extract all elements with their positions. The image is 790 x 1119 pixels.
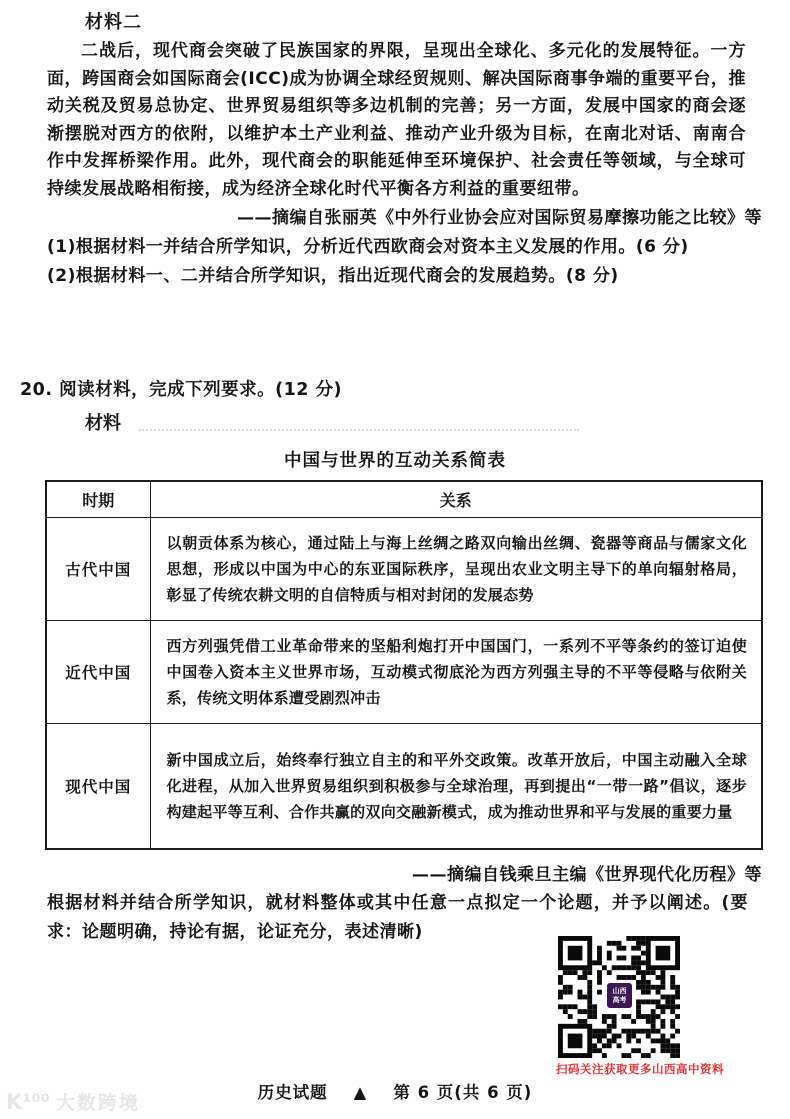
qr-badge-line2: 高考 — [612, 995, 627, 1004]
qr-code — [558, 936, 680, 1058]
footer-subject: 历史试题 — [257, 1083, 328, 1102]
footer-triangle-icon: ▲ — [353, 1083, 368, 1102]
watermark — [6, 1088, 140, 1115]
qr-center-badge — [605, 981, 634, 1010]
scan-artifact-line — [139, 421, 579, 431]
period-cell-modern: 近代中国 — [46, 620, 150, 723]
qr-caption: 扫码关注获取更多山西高中资料 — [556, 1062, 724, 1076]
question20-task-line2: (要求：论题明确，持论有据，论证充分，表述清晰) — [47, 893, 748, 942]
question20-material-row — [85, 409, 790, 435]
table-header-period: 时期 — [46, 481, 150, 517]
period-cell-ancient: 古代中国 — [46, 517, 150, 620]
question20-task-line1: 根据材料并结合所学知识，就材料整体或其中任意一点拟定一个论题，并予以阐述。 — [47, 893, 722, 913]
material2-source: ——摘编自张丽英《中外行业协会应对国际贸易摩擦功能之比较》等 — [237, 208, 762, 228]
watermark-text: 大数跨境 — [55, 1092, 140, 1114]
table-row — [46, 723, 762, 849]
table-header-row — [46, 481, 762, 517]
material2-section — [0, 0, 790, 290]
qr-block — [556, 936, 724, 1077]
table-row — [46, 517, 762, 620]
question20-section — [0, 376, 790, 946]
table-title: 中国与世界的互动关系简表 — [284, 451, 506, 471]
watermark-logo-icon: K¹⁰⁰ — [6, 1090, 50, 1114]
relation-cell-modern: 西方列强凭借工业革命带来的坚船利炮打开中国国门，一系列不平等条约的签订迫使中国卷入资本主义世界市场，互动模式彻底沦为西方列强主导的不平等侵略与依附关系，传统文明体系遭受剧烈冲击 — [150, 620, 762, 723]
question20-stem: 20. 阅读材料，完成下列要求。(12 分) — [20, 380, 343, 400]
material2-paragraph: 二战后，现代商会突破了民族国家的界限，呈现出全球化、多元化的发展特征。一方面，跨国商会如国际商会(ICC)成为协调全球经贸规则、解决国际商事争端的重要平台，推动关税及贸易总协定、世界贸易组织等多边机制的完善；另一方面，发展中国家的商会逐渐摆脱对西方的依附，以维护本土产业利益、推动产业升级为目标，在南北对话、南南合作中发挥桥梁作用。此外，现代商会的职能延伸至环境保护、社会责任等领域，与全球可持续发展战略相衔接，成为经济全球化时代平衡各方利益的重要纽带。 — [47, 41, 746, 199]
material2-label: 材料二 — [85, 12, 142, 33]
question-19-2: (2)根据材料一、二并结合所学知识，指出近现代商会的发展趋势。(8 分) — [47, 266, 619, 286]
qr-badge-line1: 山西 — [612, 986, 627, 995]
footer-page-info: 第 6 页(共 6 页) — [393, 1083, 533, 1102]
period-cell-current: 现代中国 — [46, 723, 150, 849]
relation-cell-current: 新中国成立后，始终奉行独立自主的和平外交政策。改革开放后，中国主动融入全球化进程，从加入世界贸易组织到积极参与全球治理，再到提出“一带一路”倡议，逐步构建起平等互利、合作共赢的双向交融新模式，成为推动世界和平与发展的重要力量 — [150, 723, 762, 849]
relation-table — [45, 480, 763, 850]
question20-source: ——摘编自钱乘旦主编《世界现代化历程》等 — [412, 865, 762, 885]
question20-material-label: 材料 — [85, 413, 121, 434]
question-19-1: (1)根据材料一并结合所学知识，分析近代西欧商会对资本主义发展的作用。(6 分) — [47, 237, 689, 257]
table-header-relation: 关系 — [150, 481, 762, 517]
relation-cell-ancient: 以朝贡体系为核心，通过陆上与海上丝绸之路双向输出丝绸、瓷器等商品与儒家文化思想，形成以中国为中心的东亚国际秩序，呈现出农业文明主导下的单向辐射格局，彰显了传统农耕文明的自信特质与相对封闭的发展态势 — [150, 517, 762, 620]
table-row — [46, 620, 762, 723]
